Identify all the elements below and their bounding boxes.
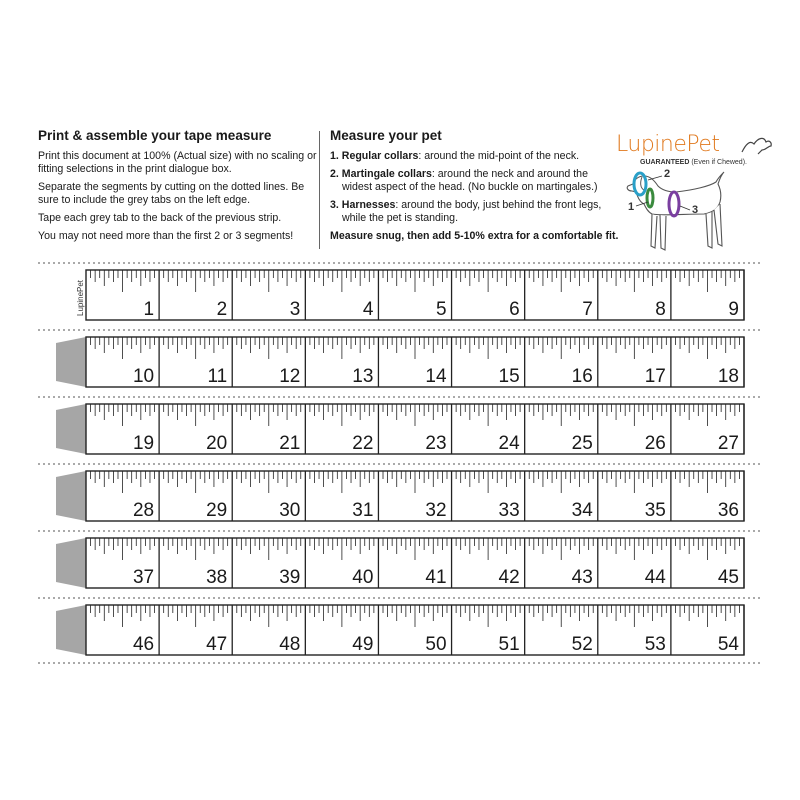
tape-number: 7 — [582, 299, 593, 320]
tape-number: 46 — [132, 634, 155, 655]
tape-number: 21 — [279, 433, 301, 454]
tape-number: 33 — [498, 500, 520, 521]
tape-number: 31 — [352, 500, 374, 521]
tape-number: 43 — [571, 567, 593, 588]
tape-number: 26 — [644, 433, 666, 454]
tape-number: 3 — [289, 299, 301, 320]
tape-number: 47 — [206, 634, 228, 655]
assembly-title: Print & assemble your tape measure — [38, 128, 272, 143]
paw-logo-icon — [740, 134, 774, 156]
tape-number: 49 — [352, 634, 374, 655]
callout-2: 2 — [664, 168, 671, 180]
guarantee-text: GUARANTEED (Even if Chewed). — [640, 159, 747, 166]
brand-block — [614, 128, 774, 258]
grey-tab — [56, 404, 86, 454]
tape-number: 45 — [717, 567, 739, 588]
column-divider — [319, 131, 320, 249]
grey-tab — [56, 538, 86, 588]
tape-number: 52 — [571, 634, 593, 655]
tape-number: 6 — [509, 299, 520, 320]
instruction-paragraph: Separate the segments by cutting on the dotted lines. Be sure to include the grey tabs on the left edge. — [38, 181, 305, 206]
tape-brand-label: LupinePet — [76, 279, 85, 316]
grey-tab — [56, 337, 86, 387]
tape-number: 48 — [279, 634, 301, 655]
tape-number: 9 — [728, 299, 739, 320]
tape-number: 34 — [571, 500, 593, 521]
measure-list — [330, 150, 610, 225]
tape-number: 50 — [425, 634, 447, 655]
tape-number: 8 — [655, 299, 666, 320]
tape-number: 44 — [644, 567, 666, 588]
measure-instructions — [330, 128, 619, 248]
tape-strip — [38, 396, 763, 464]
tape-number: 42 — [498, 567, 520, 588]
grey-tab — [56, 605, 86, 655]
tape-strip — [38, 597, 763, 665]
tape-number: 30 — [279, 500, 301, 521]
tape-number: 4 — [362, 299, 374, 320]
tape-number: 10 — [132, 366, 155, 387]
tape-number: 38 — [206, 567, 228, 588]
instruction-paragraph: You may not need more than the first 2 or 3 segments! — [38, 230, 294, 242]
tape-number: 1 — [143, 299, 155, 320]
tape-number: 29 — [206, 500, 228, 521]
tape-number: 12 — [279, 366, 301, 387]
tape-number: 11 — [207, 366, 228, 387]
tape-number: 35 — [644, 500, 666, 521]
tape-number: 37 — [132, 567, 155, 588]
tape-number: 2 — [216, 299, 228, 320]
tape-number: 18 — [717, 366, 739, 387]
tape-number: 39 — [279, 567, 301, 588]
instruction-paragraph: Print this document at 100% (Actual size) with no scaling or fitting selections in the print dialogue box. — [38, 150, 317, 175]
tape-number: 16 — [571, 366, 593, 387]
tape-strip — [38, 463, 763, 531]
tape-number: 24 — [498, 433, 520, 454]
callout-3: 3 — [692, 204, 699, 216]
tape-number: 25 — [571, 433, 593, 454]
tape-number: 32 — [425, 500, 447, 521]
tape-strip — [38, 329, 763, 397]
measure-item-regular-collars: 1. Regular collars: around the mid-point of the neck. — [330, 150, 580, 162]
tape-number: 19 — [132, 433, 155, 454]
tape-number: 36 — [717, 500, 739, 521]
tape-number: 53 — [644, 634, 666, 655]
tape-number: 13 — [352, 366, 374, 387]
tape-number: 5 — [435, 299, 447, 320]
tape-strip — [38, 530, 763, 598]
assembly-instructions — [38, 128, 320, 248]
measure-title: Measure your pet — [330, 128, 442, 143]
tape-number: 51 — [498, 634, 520, 655]
tape-number: 20 — [206, 433, 228, 454]
dog-measurement-illustration — [614, 164, 774, 258]
tape-number: 54 — [717, 634, 739, 655]
tape-number: 15 — [498, 366, 520, 387]
tape-number: 28 — [132, 500, 155, 521]
fit-note: Measure snug, then add 5-10% extra for a comfortable fit. — [330, 230, 619, 242]
tape-number: 23 — [425, 433, 447, 454]
instruction-paragraph: Tape each grey tab to the back of the previous strip. — [38, 212, 282, 224]
tape-number: 40 — [352, 567, 374, 588]
tape-number: 27 — [717, 433, 739, 454]
lupinepet-logo: LupinePet — [616, 132, 720, 157]
tape-number: 41 — [425, 567, 447, 588]
grey-tab — [56, 471, 86, 521]
tape-number: 22 — [352, 433, 374, 454]
measure-item-harnesses: 3. Harnesses: around the body, just behind the front legs, while the pet is standing. — [330, 199, 602, 224]
measure-item-martingale-collars: 2. Martingale collars: around the neck and around the widest aspect of the head. (No buckle on martingales.) — [330, 168, 598, 193]
callout-1: 1 — [628, 201, 635, 213]
tape-number: 14 — [425, 366, 447, 387]
tape-strip — [38, 262, 763, 330]
tape-number: 17 — [644, 366, 666, 387]
